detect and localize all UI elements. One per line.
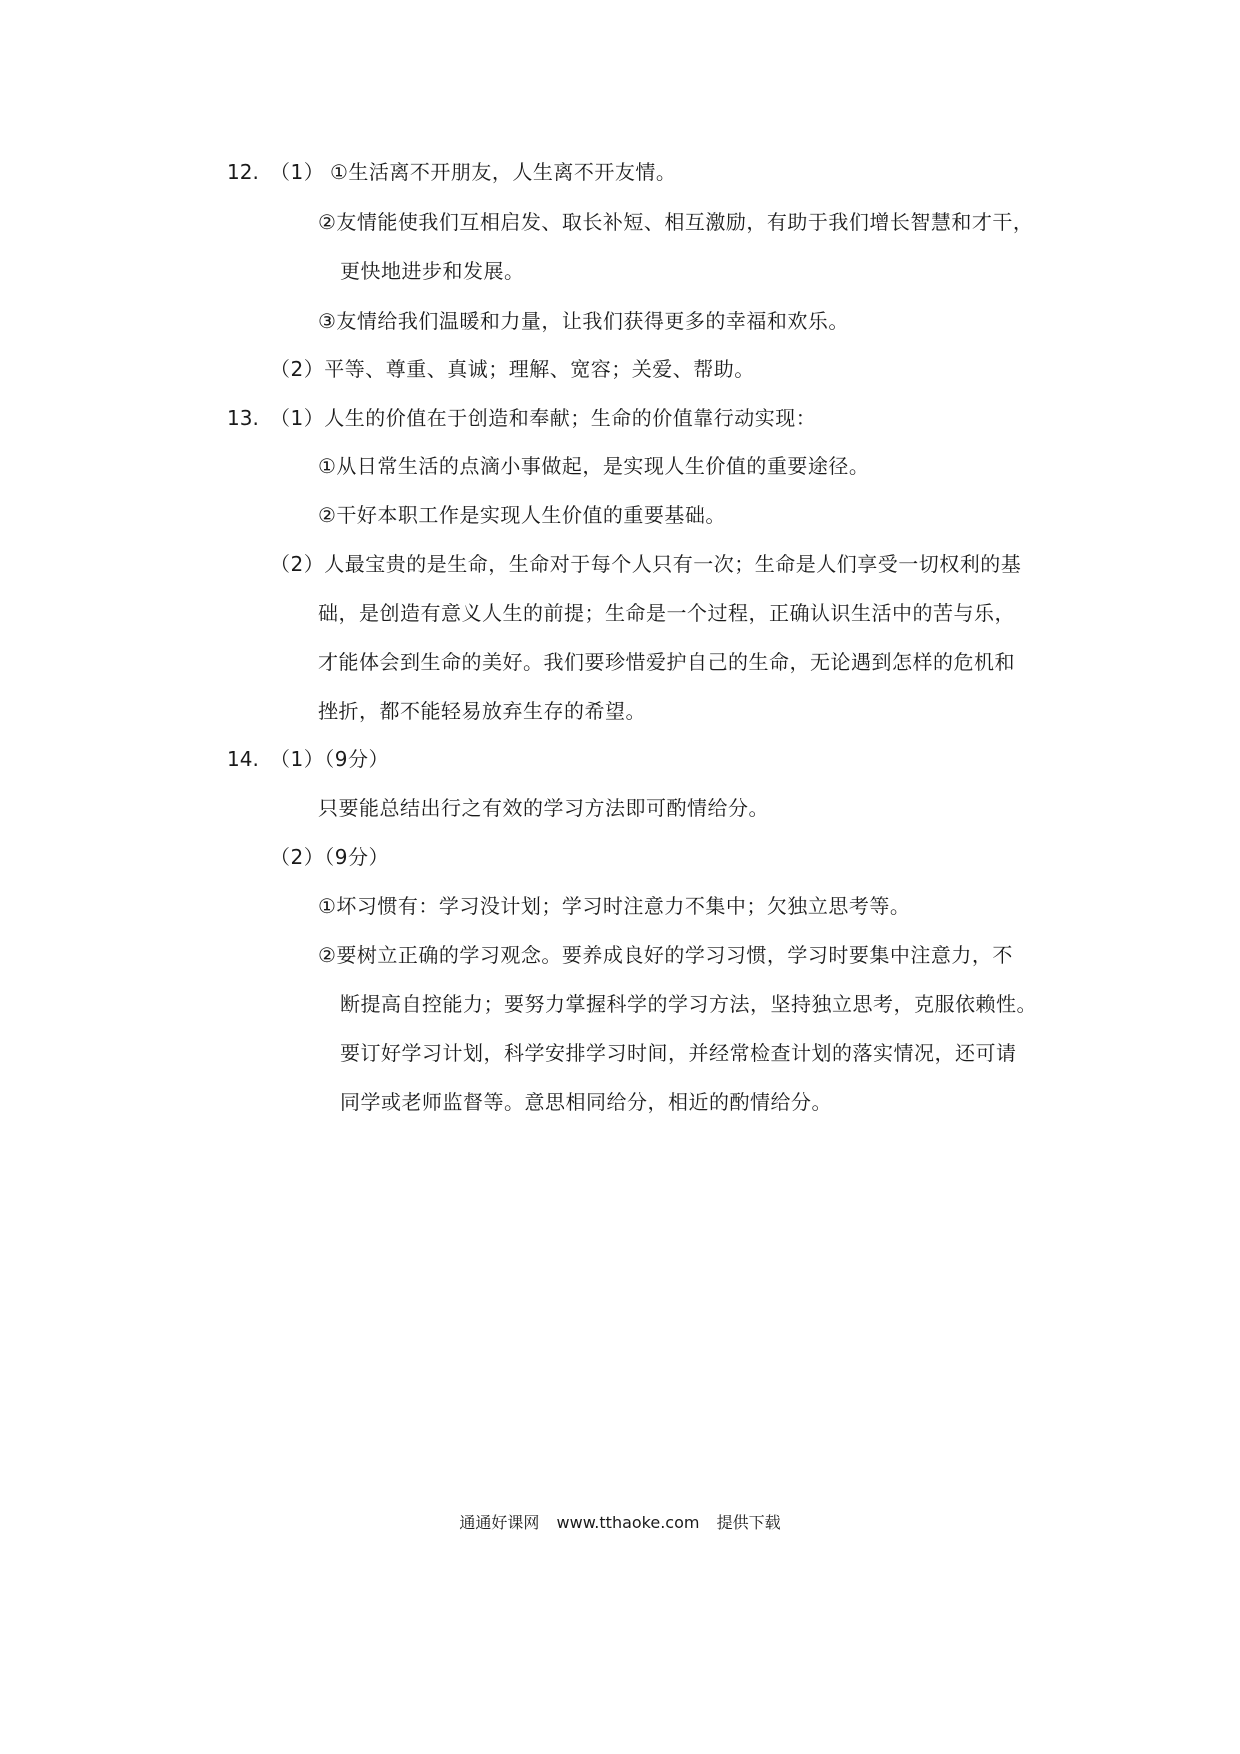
answer-line: （2）人最宝贵的是生命，生命对于每个人只有一次；生命是人们享受一切权利的基 (270, 552, 1022, 576)
answer-line: 要订好学习计划，科学安排学习时间，并经常检查计划的落实情况，还可请 (340, 1041, 1017, 1065)
answer-line: 断提高自控能力；要努力掌握科学的学习方法，坚持独立思考，克服依赖性。 (340, 992, 1037, 1016)
question-number: 13. (227, 406, 259, 430)
part-label: （2）（9分） (270, 845, 389, 869)
question-number: 14. (227, 747, 259, 771)
answer-line: （1）人生的价值在于创造和奉献；生命的价值靠行动实现： (270, 406, 817, 430)
part-label: （1）（9分） (270, 747, 389, 771)
answer-line: ②要树立正确的学习观念。要养成良好的学习习惯，学习时要集中注意力，不 (318, 943, 1013, 967)
answer-line: ①坏习惯有：学习没计划；学习时注意力不集中；欠独立思考等。 (318, 894, 911, 918)
footer-url[interactable]: www.tthaoke.com (556, 1513, 700, 1532)
answer-line: 才能体会到生命的美好。我们要珍惜爱护自己的生命，无论遇到怎样的危机和 (318, 650, 1015, 674)
answer-line: 挫折，都不能轻易放弃生存的希望。 (318, 699, 646, 723)
answer-line: 更快地进步和发展。 (340, 259, 525, 283)
answer-line: ②干好本职工作是实现人生价值的重要基础。 (318, 503, 726, 527)
page-footer (0, 1512, 1240, 1534)
question-number: 12. (227, 160, 259, 184)
answer-line: ②友情能使我们互相启发、取长补短、相互激励，有助于我们增长智慧和才干， (318, 210, 1034, 234)
answer-line: 础，是创造有意义人生的前提；生命是一个过程，正确认识生活中的苦与乐， (318, 601, 1015, 625)
answer-line: 只要能总结出行之有效的学习方法即可酌情给分。 (318, 796, 769, 820)
answer-line: 同学或老师监督等。意思相同给分，相近的酌情给分。 (340, 1090, 832, 1114)
part-label: （1） (270, 160, 325, 184)
footer-suffix: 提供下载 (716, 1513, 781, 1532)
footer-site-name: 通通好课网 (459, 1513, 540, 1532)
answer-line: ③友情给我们温暖和力量，让我们获得更多的幸福和欢乐。 (318, 309, 849, 333)
answer-line: （2）平等、尊重、真诚；理解、宽容；关爱、帮助。 (270, 357, 755, 381)
answer-line: ①生活离不开朋友，人生离不开友情。 (330, 160, 677, 184)
answer-line: ①从日常生活的点滴小事做起，是实现人生价值的重要途径。 (318, 454, 870, 478)
